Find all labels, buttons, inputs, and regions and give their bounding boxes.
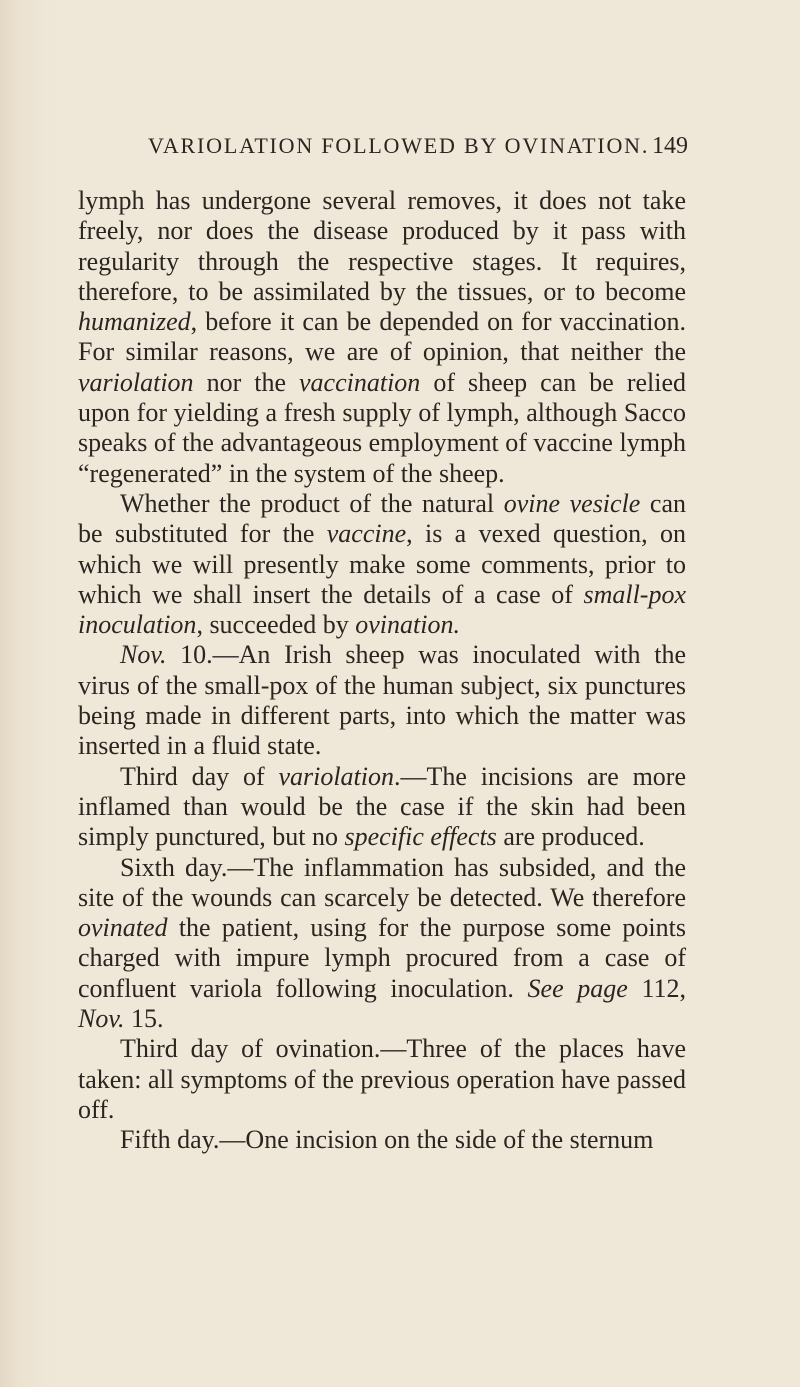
text-run: 10.—An Irish sheep was inoculated with the virus of the small-pox of the human subject, six punctures being made in different parts, into which the matter was inserted in a fluid state. [78,640,686,761]
text-run: nor the [193,367,300,397]
running-head: VARIOLATION FOLLOWED BY OVINATION. [148,133,650,158]
text-run: can be substituted for the [78,488,686,549]
italic-text: ovine vesicle [503,488,641,518]
paragraph-4 [78,762,686,853]
text-run: 112, [627,973,687,1003]
text-run: 15. [124,1004,164,1034]
italic-text: vaccine [326,519,407,549]
italic-text: variolation [78,367,194,397]
page-header [148,133,688,173]
text-run: , succeeded by [196,610,356,640]
text-run: are produced. [496,822,645,852]
italic-text: ovination. [355,610,460,640]
text-run: Whether the product of the natural [120,488,504,518]
paragraph-3 [78,640,686,761]
text-run: , before it can be depended on for vaccination. For similar reasons, we are of opinion, that neither the [78,307,686,367]
italic-text: Nov. [78,1004,125,1034]
paragraph-7 [78,1125,686,1155]
italic-text: specific effects [344,822,497,852]
text-run: the patient, using for the purpose some points charged with impure lymph procured from a case of confluent variola following inoculation. [78,913,686,1003]
paragraph-5 [78,853,686,1035]
italic-text: humanized [78,307,191,337]
paragraph-6 [78,1034,686,1125]
paragraph-1 [78,186,686,489]
text-run: Fifth day.—One incision on the side of the sternum [120,1125,654,1155]
italic-text: See page [527,973,628,1003]
body-text [78,186,686,1156]
italic-text: small-pox inoculation [78,579,686,640]
text-run: .—The incisions are more inflamed than would be the case if the skin had been simply punctured, but no [78,761,686,852]
text-run: lymph has undergone several removes, it does not take freely, nor does the disease produced by it pass with regularity through the respective stages. It requires, therefore, to be assimilated by the tissues, or to become [78,186,686,306]
text-run: Third day of ovination.—Three of the places have taken: all symptoms of the previous operation have passed off. [78,1034,686,1124]
text-run: Third day of [120,761,279,791]
text-run: Sixth day.—The inflammation has subsided, and the site of the wounds can scarcely be detected. We therefore [78,852,686,912]
text-run: , is a vexed question, on which we will presently make some comments, prior to which we shall insert the details of a case of [78,519,686,609]
text-run: of sheep can be relied upon for yielding a fresh supply of lymph, although Sacco speaks of the advantageous employment of vaccine lymph “regenerated” in the system of the sheep. [78,367,687,488]
italic-text: ovinated [78,913,168,943]
italic-text: Nov. [120,640,167,670]
paragraph-2 [78,489,686,640]
italic-text: vaccination [299,367,421,397]
italic-text: variolation [278,761,394,791]
page-number: 149 [652,133,688,159]
